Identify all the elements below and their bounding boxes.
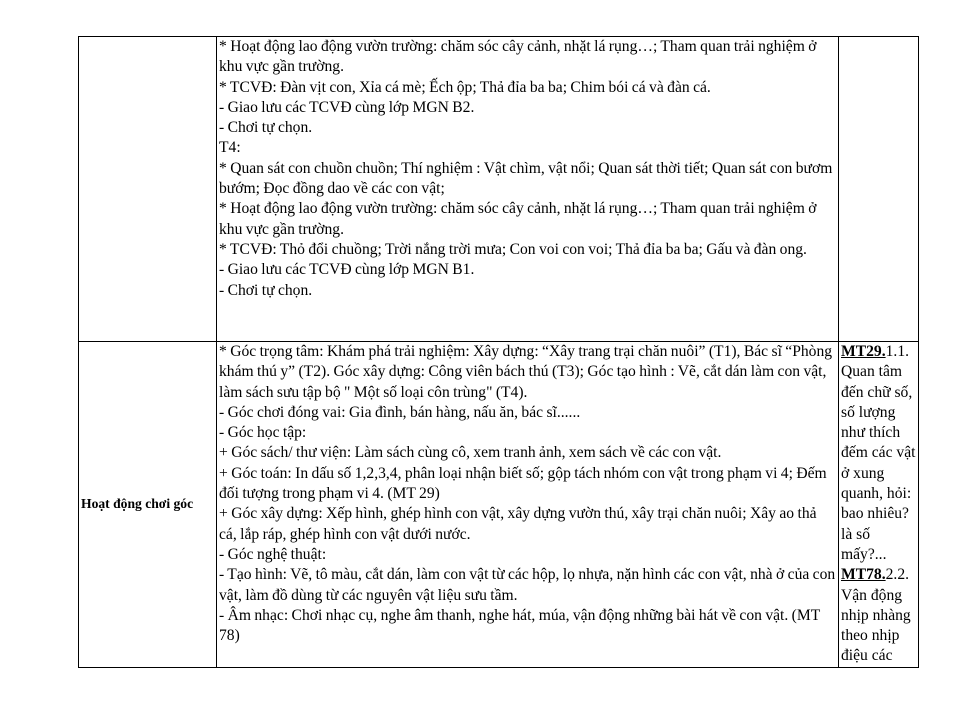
content-line: - Góc nghệ thuật:	[219, 545, 327, 563]
content-line: * TCVĐ: Thỏ đổi chuồng; Trời nắng trời mưa; Con voi con voi; Thả đỉa ba ba; Gấu và đàn ong.	[219, 240, 807, 258]
table-row	[79, 342, 919, 668]
activity-content-cell	[217, 37, 839, 342]
goal-text: 1.1. Quan tâm đến chữ số, số lượng như thích đếm các vật ở xung quanh, hỏi: bao nhiêu? là số mấy?...	[841, 343, 916, 563]
goal-cell	[839, 342, 919, 668]
goal-entry	[841, 343, 915, 563]
content-line: + Góc toán: In dấu số 1,2,3,4, phân loại nhận biết số; gộp tách nhóm con vật trong phạm vi 4; Đếm đối tượng trong phạm vi 4. (MT 29)	[219, 464, 827, 503]
goal-entry	[841, 566, 911, 664]
content-line: - Giao lưu các TCVĐ cùng lớp MGN B2.	[219, 98, 475, 116]
content-line: * TCVĐ: Đàn vịt con, Xỉa cá mè; Ếch ộp; Thả đỉa ba ba; Chim bói cá và đàn cá.	[219, 78, 711, 96]
content-line: - Tạo hình: Vẽ, tô màu, cắt dán, làm con vật từ các hộp, lọ nhựa, nặn hình các con vật, nhà ở của con vật, làm đồ dùng từ các nguyên vật liệu sưu tầm.	[219, 566, 836, 604]
content-line: T4:	[219, 139, 241, 157]
content-line: * Hoạt động lao động vườn trường: chăm sóc cây cảnh, nhặt lá rụng…; Tham quan trải nghiệm ở khu vực gần trường.	[219, 200, 817, 238]
content-line: - Chơi tự chọn.	[219, 281, 313, 299]
goal-code: MT78.	[841, 566, 886, 584]
content-line: + Góc xây dựng: Xếp hình, ghép hình con vật, xây dựng vườn thú, xây trại chăn nuôi; Xây ao thả cá, lắp ráp, ghép hình con vật dưới nước.	[219, 505, 817, 543]
content-line: - Góc học tập:	[219, 424, 307, 442]
activity-label-cell: Hoạt động chơi góc	[79, 342, 217, 668]
content-line: * Hoạt động lao động vườn trường: chăm sóc cây cảnh, nhặt lá rụng…; Tham quan trải nghiệm ở khu vực gần trường.	[219, 38, 817, 76]
content-line: - Góc chơi đóng vai: Gia đình, bán hàng, nấu ăn, bác sĩ......	[219, 403, 581, 421]
activity-label-cell	[79, 37, 217, 342]
content-line: + Góc sách/ thư viện: Làm sách cùng cô, xem tranh ảnh, xem sách về các con vật.	[219, 444, 722, 462]
goal-text: 2.2. Vận động nhịp nhàng theo nhịp điệu các	[841, 566, 911, 665]
content-line: - Âm nhạc: Chơi nhạc cụ, nghe âm thanh, nghe hát, múa, vận động những bài hát về con vật. (MT 78)	[219, 606, 820, 645]
content-line: * Quan sát con chuồn chuồn; Thí nghiệm : Vật chìm, vật nổi; Quan sát thời tiết; Quan sát con bươm bướm; Đọc đồng dao về các con vật;	[219, 159, 833, 198]
activity-content-cell	[217, 342, 839, 668]
goal-code: MT29.	[841, 343, 886, 360]
content-line: - Giao lưu các TCVĐ cùng lớp MGN B1.	[219, 261, 475, 279]
goal-cell	[839, 37, 919, 342]
table-row	[79, 37, 919, 342]
activity-plan-table	[78, 36, 919, 668]
content-line: * Góc trọng tâm: Khám phá trải nghiệm: Xây dựng: “Xây trang trại chăn nuôi” (T1), Bác sĩ “Phòng khám thú y” (T2). Góc xây dựng: Công viên bách thú (T3); Góc tạo hình : Vẽ, cắt dán làm con vật, làm sách sưu tập bộ " Một số loại côn trùng" (T4).	[219, 343, 833, 401]
content-line: - Chơi tự chọn.	[219, 119, 313, 137]
